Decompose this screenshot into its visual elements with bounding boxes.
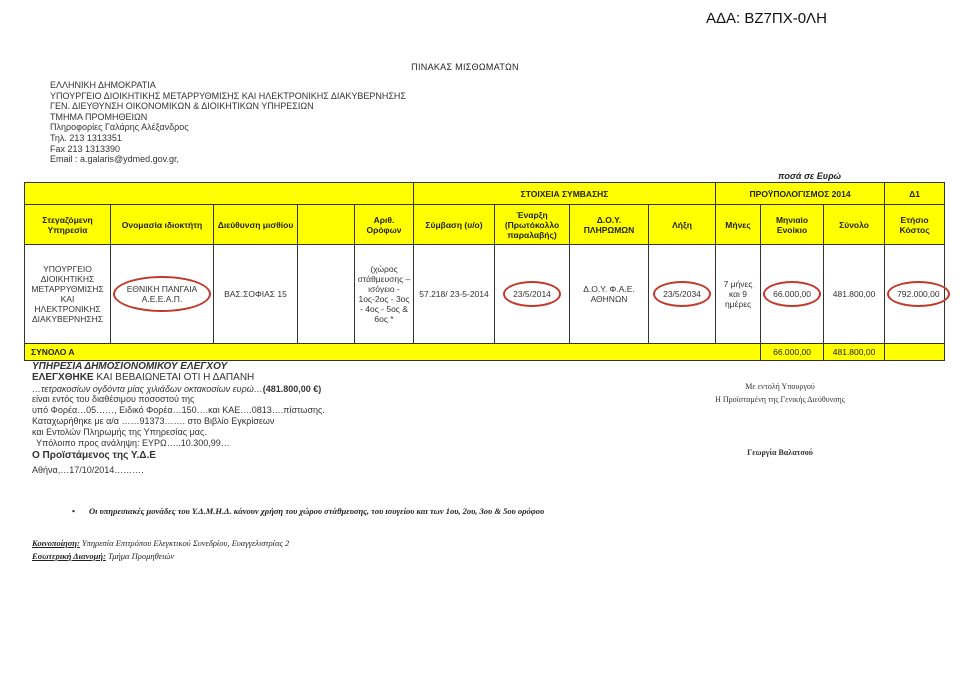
header-line: Τηλ. 213 1313351 bbox=[50, 132, 122, 143]
table-row bbox=[25, 245, 945, 344]
signature-authority: Με εντολή Υπουργού bbox=[745, 382, 815, 391]
control-line: είναι εντός του διαθέσιμου ποσοστού της bbox=[32, 394, 195, 405]
checked-text: ΚΑΙ ΒΕΒΑΙΩΝΕΤΑΙ ΟΤΙ Η ΔΑΠΑΝΗ bbox=[93, 371, 255, 383]
col-annual: Ετήσιο Κόστος bbox=[885, 205, 945, 245]
col-months: Μήνες bbox=[716, 205, 761, 245]
cell-contract: 57.218/ 23-5-2014 bbox=[414, 245, 495, 344]
col-total: Σύνολο bbox=[824, 205, 885, 245]
col-tax-office: Δ.Ο.Υ. ΠΛΗΡΩΜΩΝ bbox=[570, 205, 649, 245]
col-monthly: Μηνιαίο Ενοίκιο bbox=[761, 205, 824, 245]
col-blank bbox=[298, 205, 355, 245]
control-line: Υπόλοιπο προς ανάληψη: ΕΥΡΩ…..10.300,99… bbox=[36, 437, 230, 448]
totals-total: 481.800,00 bbox=[824, 344, 885, 361]
ada-code: ΑΔΑ: ΒΖ7ΠΧ-0ΛΗ bbox=[706, 10, 827, 27]
header-line: ΕΛΛΗΝΙΚΗ ΔΗΜΟΚΡΑΤΙΑ bbox=[50, 80, 156, 90]
cell-end bbox=[649, 245, 716, 344]
amount-words: …τετρακοσίων ογδόντα μίας χιλιάδων οκτακοσίων ευρώ… bbox=[32, 383, 263, 394]
amounts-note: ποσά σε Ευρώ bbox=[778, 171, 842, 181]
cell-start bbox=[495, 245, 570, 344]
footnote bbox=[72, 506, 544, 516]
notification-line bbox=[32, 538, 289, 548]
control-head: Ο Προϊστάμενος της Υ.Δ.Ε bbox=[32, 450, 156, 462]
totals-annual bbox=[885, 344, 945, 361]
contract-group-header: ΣΤΟΙΧΕΙΑ ΣΥΜΒΑΣΗΣ bbox=[414, 183, 716, 205]
signature-role: Η Προϊσταμένη της Γενικής Διεύθυνσης bbox=[715, 395, 845, 404]
control-line: υπό Φορέα…05……, Ειδικό Φορέα…150….και ΚΑΕ….0813….πίστωσης. bbox=[32, 405, 325, 416]
internal-distribution-line bbox=[32, 551, 174, 561]
header-line: ΓΕΝ. ΔΙΕΥΘΥΝΣΗ ΟΙΚΟΝΟΜΙΚΩΝ & ΔΙΟΙΚΗΤΙΚΩΝ ΥΠΗΡΕΣΙΩΝ bbox=[50, 101, 314, 112]
cell-tax-office: Δ.Ο.Υ. Φ.Α.Ε. ΑΘΗΝΩΝ bbox=[570, 245, 649, 344]
control-line: Καταχωρήθηκε με α/α ……91373……. στο Βιβλίο Εγκρίσεων bbox=[32, 415, 275, 426]
cell-address: ΒΑΣ.ΣΟΦΙΑΣ 15 bbox=[214, 245, 298, 344]
totals-label: ΣΥΝΟΛΟ Α bbox=[25, 344, 761, 361]
control-title: ΥΠΗΡΕΣΙΑ ΔΗΜΟΣΙΟΝΟΜΙΚΟΥ ΕΛΕΓΧΟΥ bbox=[32, 361, 228, 372]
notify-text: Υπηρεσία Επιτρόπου Ελεγκτικού Συνεδρίου, Ευαγγελιστρίας 2 bbox=[79, 538, 290, 548]
col-contract: Σύμβαση (υ/ο) bbox=[414, 205, 495, 245]
end-highlight-circle: 23/5/2034 bbox=[653, 281, 711, 307]
header-line: ΤΜΗΜΑ ΠΡΟΜΗΘΕΙΩΝ bbox=[50, 111, 148, 122]
owner-highlight-circle: ΕΘΝΙΚΗ ΠΑΝΓΑΙΑ Α.Ε.Ε.Α.Π. bbox=[113, 276, 211, 312]
monthly-highlight-circle: 66.000,00 bbox=[763, 281, 821, 307]
internal-text: Τμήμα Προμηθειών bbox=[105, 551, 175, 561]
cell-months: 7 μήνες και 9 ημέρες bbox=[716, 245, 761, 344]
col-owner: Ονομασία ιδιοκτήτη bbox=[111, 205, 214, 245]
cell-floors: (χώρος στάθμευσης – ισόγειο - 1ος-2ος - 3ος - 4ος - 5ος & 6ος * bbox=[355, 245, 414, 344]
start-highlight-circle: 23/5/2014 bbox=[503, 281, 561, 307]
totals-row bbox=[25, 344, 945, 361]
cell-service: ΥΠΟΥΡΓΕΙΟ ΔΙΟΙΚΗΤΙΚΗΣ ΜΕΤΑΡΡΥΘΜΙΣΗΣ ΚΑΙ ΗΛΕΚΤΡΟΝΙΚΗΣ ΔΙΑΚΥΒΕΡΝΗΣΗΣ bbox=[25, 245, 111, 344]
bullet-icon: • bbox=[72, 506, 75, 516]
empty-group-header bbox=[25, 183, 414, 205]
cell-total: 481.800,00 bbox=[824, 245, 885, 344]
totals-monthly: 66.000,00 bbox=[761, 344, 824, 361]
cell-monthly bbox=[761, 245, 824, 344]
budget-group-header: ΠΡΟΫΠΟΛΟΓΙΣΜΟΣ 2014 bbox=[716, 183, 885, 205]
footnote-text: Οι υπηρεσιακές μονάδες του Υ.Δ.Μ.Η.Δ. κάνουν χρήση του χώρου στάθμευσης, του ισογείου και των 1ου, 2ου, 3ου & 5ου ορόφου bbox=[88, 506, 545, 516]
d1-group-header: Δ1 bbox=[885, 183, 945, 205]
header-line: ΥΠΟΥΡΓΕΙΟ ΔΙΟΙΚΗΤΙΚΗΣ ΜΕΤΑΡΡΥΘΜΙΣΗΣ ΚΑΙ ΗΛΕΚΤΡΟΝΙΚΗΣ ΔΙΑΚΥΒΕΡΝΗΣΗΣ bbox=[50, 90, 406, 101]
header-line: Πληροφορίες Γαλάρης Αλέξανδρος bbox=[50, 122, 189, 133]
col-floors: Αριθ. Ορόφων bbox=[355, 205, 414, 245]
col-start: Έναρξη (Πρωτόκολλο παραλαβής) bbox=[495, 205, 570, 245]
col-end: Λήξη bbox=[649, 205, 716, 245]
budget-control-block bbox=[32, 362, 325, 476]
cell-blank bbox=[298, 245, 355, 344]
col-service: Στεγαζόμενη Υπηρεσία bbox=[25, 205, 111, 245]
header-line: Fax 213 1313390 bbox=[50, 143, 121, 154]
annual-highlight-circle: 792.000,00 bbox=[887, 281, 950, 307]
checked-label: ΕΛΕΓΧΘΗΚΕ bbox=[32, 371, 94, 383]
leases-table bbox=[24, 182, 945, 361]
notify-label: Κοινοποίηση: bbox=[32, 538, 80, 548]
document-title: ΠΙΝΑΚΑΣ ΜΙΣΘΩΜΑΤΩΝ bbox=[411, 62, 519, 72]
control-line: και Εντολών Πληρωμής της Υπηρεσίας μας. bbox=[32, 426, 207, 437]
cell-owner bbox=[111, 245, 214, 344]
header-line: Email : a.galaris@ydmed.gov.gr, bbox=[50, 154, 180, 165]
amount-number: (481.800,00 €) bbox=[262, 383, 322, 394]
cell-annual bbox=[885, 245, 945, 344]
ministry-header bbox=[50, 80, 406, 165]
internal-label: Εσωτερική Διανομή: bbox=[32, 551, 106, 561]
signature-name: Γεωργία Βαλατσού bbox=[747, 448, 813, 457]
control-date: Αθήνα,…17/10/2014………. bbox=[32, 465, 144, 476]
col-address: Διεύθυνση μισθίου bbox=[214, 205, 298, 245]
